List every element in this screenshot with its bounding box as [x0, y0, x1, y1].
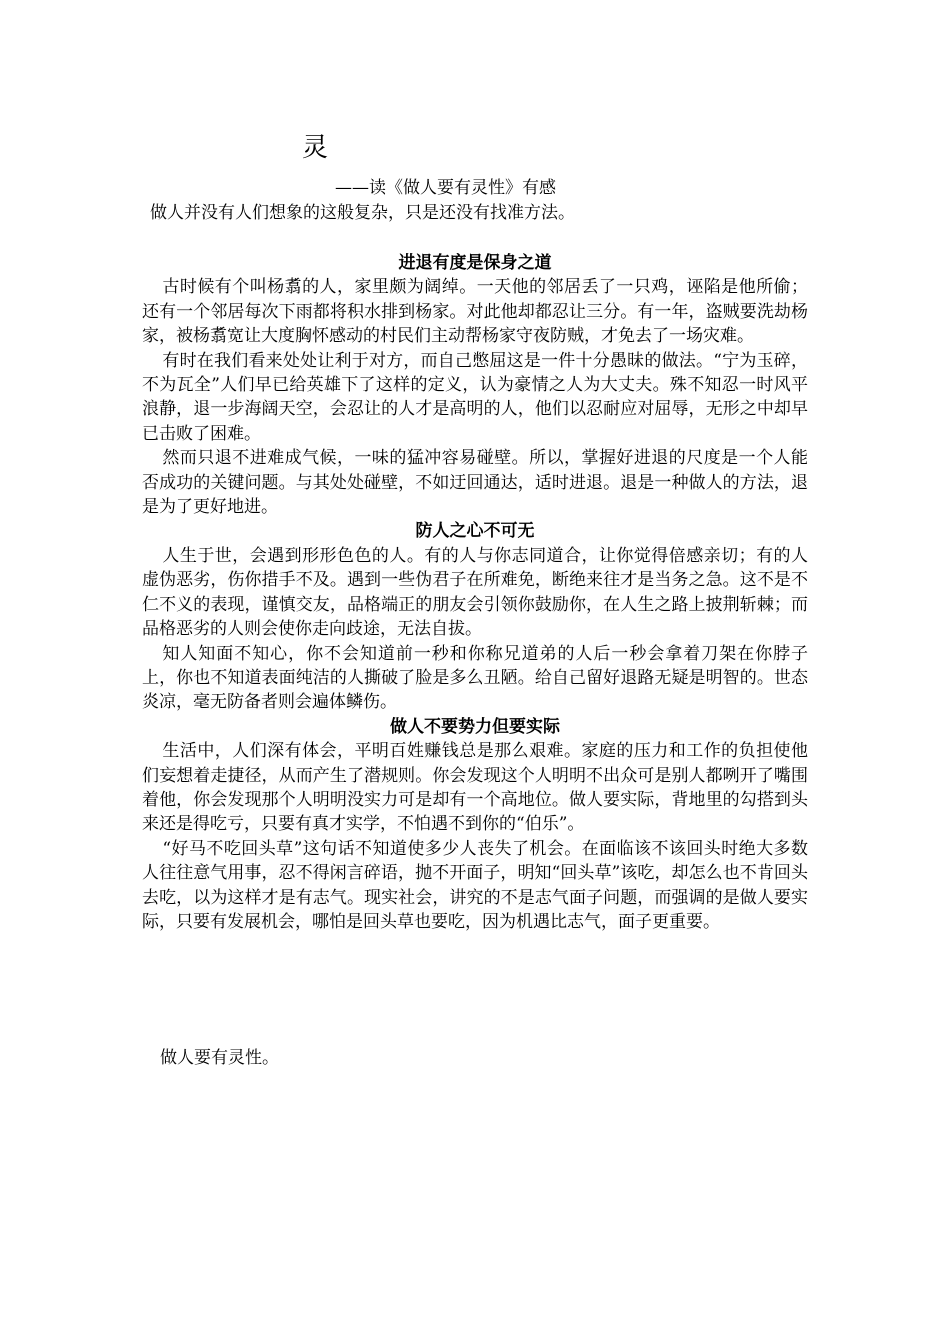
- body-paragraph: 古时候有个叫杨翥的人，家里颇为阔绰。一天他的邻居丢了一只鸡，诬陷是他所偷；还有一个邻居每次下雨都将积水排到杨家。对此他却都忍让三分。有一年，盗贼要洗劫杨家，被杨翥宽让大度胸怀感动的村民们主动帮杨家守夜防贼，才免去了一场灾难。: [142, 277, 808, 347]
- document-subtitle: ——读《做人要有灵性》有感: [335, 178, 556, 198]
- body-paragraph: “好马不吃回头草”这句话不知道使多少人丧失了机会。在面临该不该回头时绝大多数人往往意气用事，忍不得闲言碎语，抛不开面子，明知“回头草”该吃，却怎么也不肯回头去吃，以为这样才是有志气。现实社会，讲究的不是志气面子问题，而强调的是做人要实际，只要有发展机会，哪怕是回头草也要吃，因为机遇比志气，面子更重要。: [142, 838, 808, 932]
- closing-line: 做人要有灵性。: [160, 1048, 279, 1068]
- body-paragraph: 然而只退不进难成气候，一味的猛冲容易碰壁。所以，掌握好进退的尺度是一个人能否成功的关键问题。与其处处碰壁，不如迂回通达，适时进退。退是一种做人的方法，退是为了更好地进。: [142, 448, 808, 518]
- document-body: [142, 251, 808, 934]
- document-title: 灵: [302, 133, 329, 163]
- body-paragraph: 生活中，人们深有体会，平明百姓赚钱总是那么艰难。家庭的压力和工作的负担使他们妄想着走捷径，从而产生了潜规则。你会发现这个人明明不出众可是别人都咧开了嘴围着他，你会发现那个人明明没实力可是却有一个高地位。做人要实际，背地里的勾搭到头来还是得吃亏，只要有真才实学，不怕遇不到你的“伯乐”。: [142, 741, 808, 835]
- section-heading: 防人之心不可无: [415, 521, 535, 542]
- body-paragraph: 知人知面不知心，你不会知道前一秒和你称兄道弟的人后一秒会拿着刀架在你脖子上，你也不知道表面纯洁的人撕破了脸是多么丑陋。给自己留好退路无疑是明智的。世态炎凉，毫无防备者则会遍体鳞伤。: [142, 643, 808, 713]
- section-heading: 进退有度是保身之道: [398, 253, 552, 273]
- section-heading: 做人不要势力但要实际: [390, 716, 560, 737]
- body-paragraph: 人生于世，会遇到形形色色的人。有的人与你志同道合，让你觉得倍感亲切；有的人虚伪恶劣，伤你措手不及。遇到一些伪君子在所难免，断绝来往才是当务之急。这不是不仁不义的表现，谨慎交友，品格端正的朋友会引领你鼓励你，在人生之路上披荆斩棘；而品格恶劣的人则会使你走向歧途，无法自拔。: [142, 545, 808, 640]
- intro-paragraph: 做人并没有人们想象的这般复杂，只是还没有找准方法。: [150, 203, 575, 223]
- body-paragraph: 有时在我们看来处处让利于对方，而自己憋屈这是一件十分愚昧的做法。“宁为玉碎，不为瓦全”人们早已给英雄下了这样的定义，认为豪情之人为大丈夫。殊不知忍一时风平浪静，退一步海阔天空，会忍让的人才是高明的人，他们以忍耐应对屈辱，无形之中却早已击败了困难。: [142, 350, 808, 444]
